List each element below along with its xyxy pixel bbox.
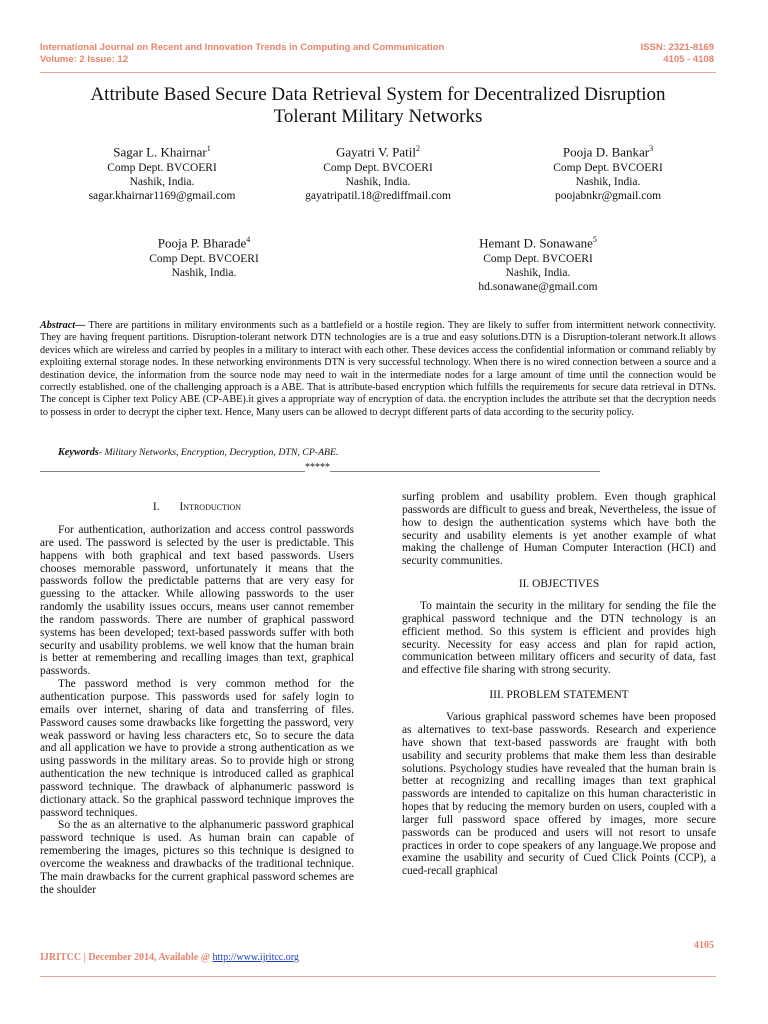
abstract [40,320,716,419]
author-2 [278,140,478,203]
keywords-label: Keywords [58,447,99,458]
abstract-text: There are partitions in military environments such as a battlefield or a hostile region. They are likely to suffer from intermittent network connectivity. They are having frequent partitions. Disruption-tolerant network DTN technologies are is a true and easy solutions.DTN is a Disruption-tolerant network.It allows devices which are wireless and carried by peoples in a military to interact with each other. These devices access the confidential information or command reliably by exploiting external storage nodes. In these networking environments DTN is very successful technology. When there is no wired connection between a source and a destination device, the information from the source node may need to wait in the intermediate nodes for a large amount of time until the connection would be correctly established. one of the challenging approach is a ABE. That is attribute-based encryption which fulfills the requirements for secure data retrieval in DTNs. The concept is Cipher text Policy ABE (CP-ABE).it gives a appropriate way of encryption of data. the encryption includes the attribute set that the decryption needs to possess in order to decrypt the cipher text. Hence, Many users can be allowed to decrypt different parts of data according to the security policy. [40,320,716,418]
section-heading-problem-statement: III. PROBLEM STATEMENT [489,689,629,702]
journal-name: International Journal on Recent and Innovation Trends in Computing and Communication [40,42,445,53]
paragraph: surfing problem and usability problem. Even though graphical passwords are difficult to guess and break, Nevertheless, the issue of how to design the authentication systems which have both the security and usability elements is yet another example of what making the challenge of Human Computer Interaction (HCI) and security communities. [402,491,716,568]
paragraph: To maintain the security in the military for sending the file the graphical password technique and the DTN technology is an efficient method. So this system is efficient and provides high security. Necessity for easy access and plan for rapid action, communication between military officers and security of data, fast and effective file sharing with strong security. [402,600,716,677]
author-dept: Comp Dept. BVCOERI [483,253,593,266]
author-name: Pooja P. Bharade [157,235,247,251]
footer-rule [40,976,716,977]
journal-volume: Volume: 2 Issue: 12 [40,54,128,65]
section-heading-introduction [40,500,354,514]
author-place: Nashik, India. [575,176,641,189]
author-name: Sagar L. Khairnar [113,144,207,160]
right-column [402,491,716,878]
paper-title [40,84,716,128]
author-name: Pooja D. Bankar [562,144,650,160]
title-line-1: Attribute Based Secure Data Retrieval System for Decentralized Disruption [90,84,666,105]
author-dept: Comp Dept. BVCOERI [323,162,433,175]
footer-label: IJRITCC | December 2014, Available @ [40,952,213,963]
paragraph: The password method is very common method for the authentication purpose. This passwords used for safely login to emails over internet, sharing of data and transferring of files. Password causes some drawbacks like forgetting the password, very weak password or having less characters etc, So to secure the data and all application we have to provide a strong authentication as we using passwords in the military areas. So to provide high or strong authentication the new technique is introduced called as graphical password technique. The drawback of alphanumeric password is dictionary attack. So the graphical password technique improves the password techniques. [40,678,354,819]
author-sup: 4 [246,235,251,244]
keywords [58,447,338,458]
author-email: gayatripatil.18@rediffmail.com [305,190,451,203]
section-title: Introduction [179,501,242,513]
author-sup: 5 [592,235,597,244]
author-place: Nashik, India. [505,267,571,280]
paragraph: Various graphical password schemes have been proposed as alternatives to text-base passwords. Research and experience have shown that text-based passwords are fraught with both usability and security problems that make them less than desirable solutions. Psychology studies have revealed that the human brain is better at recognizing and recalling images than text graphical passwords are intended to capitalize on this human characteristic in hopes that by reducing the memory burden on users, coupled with a larger full password space offered by images, more secure passwords can be produced and users will not resort to unsafe practices in order to cope speakers of any language.We propose and examine the usability and security of Cued Click Points (CCP), a cued-recall graphical [402,711,716,878]
author-dept: Comp Dept. BVCOERI [553,162,663,175]
author-name: Gayatri V. Patil [335,144,417,160]
author-sup: 3 [649,144,654,153]
footer-text [40,952,299,963]
paragraph: For authentication, authorization and access control passwords are used. The password is selected by the user is predictable. This happens with both graphical and text based passwords. Users chooses memorable password, unfortunately it means that the passwords follow the predictable patterns that are very easy for guessing to the attacker. While allowing passwords to the user randomly the usability issues occurs, means user cannot remember the random passwords. There are number of graphical password systems has been developed; text-based passwords suffer with both security and usability problems. we well know that the human brain is better at remembering and recalling images than text, graphical passwords. [40,524,354,678]
left-column [40,500,354,896]
author-email: hd.sonawane@gmail.com [478,281,598,294]
author-dept: Comp Dept. BVCOERI [107,162,217,175]
author-email: sagar.khairnar1169@gmail.com [88,190,236,203]
journal-meta [641,42,714,66]
author-name: Hemant D. Sonawane [479,235,593,251]
abstract-label: Abstract— [40,320,86,331]
header-rule [40,72,716,73]
author-place: Nashik, India. [171,267,237,280]
author-sup: 2 [416,144,421,153]
page-number: 4105 [694,940,714,951]
journal-header [40,42,444,66]
author-sup: 1 [206,144,211,153]
section-heading-objectives: II. OBJECTIVES [518,578,600,591]
author-3 [508,140,708,203]
paragraph: So the as an alternative to the alphanumeric password graphical password technique is used. As human brain can capable of remembering the images, pictures so this technique is designed to overcome the weakness and drawbacks of the traditional technique. The main drawbacks for the current graphical password schemes are the shoulder [40,819,354,896]
author-5 [438,231,638,294]
title-line-2: Tolerant Military Networks [273,106,483,127]
separator: _____________________________________________________*****______________________________________________________ [40,462,600,473]
journal-pages: 4105 - 4108 [663,54,714,65]
footer-link[interactable]: http://www.ijritcc.org [212,952,299,963]
author-1 [62,140,262,203]
author-dept: Comp Dept. BVCOERI [149,253,259,266]
journal-issn: ISSN: 2321-8169 [640,42,714,53]
author-place: Nashik, India. [345,176,411,189]
author-4 [104,231,304,280]
author-place: Nashik, India. [129,176,195,189]
section-number: I. [152,501,160,513]
author-email: poojabnkr@gmail.com [554,190,662,203]
keywords-text: - Military Networks, Encryption, Decryption, DTN, CP-ABE. [98,447,339,458]
